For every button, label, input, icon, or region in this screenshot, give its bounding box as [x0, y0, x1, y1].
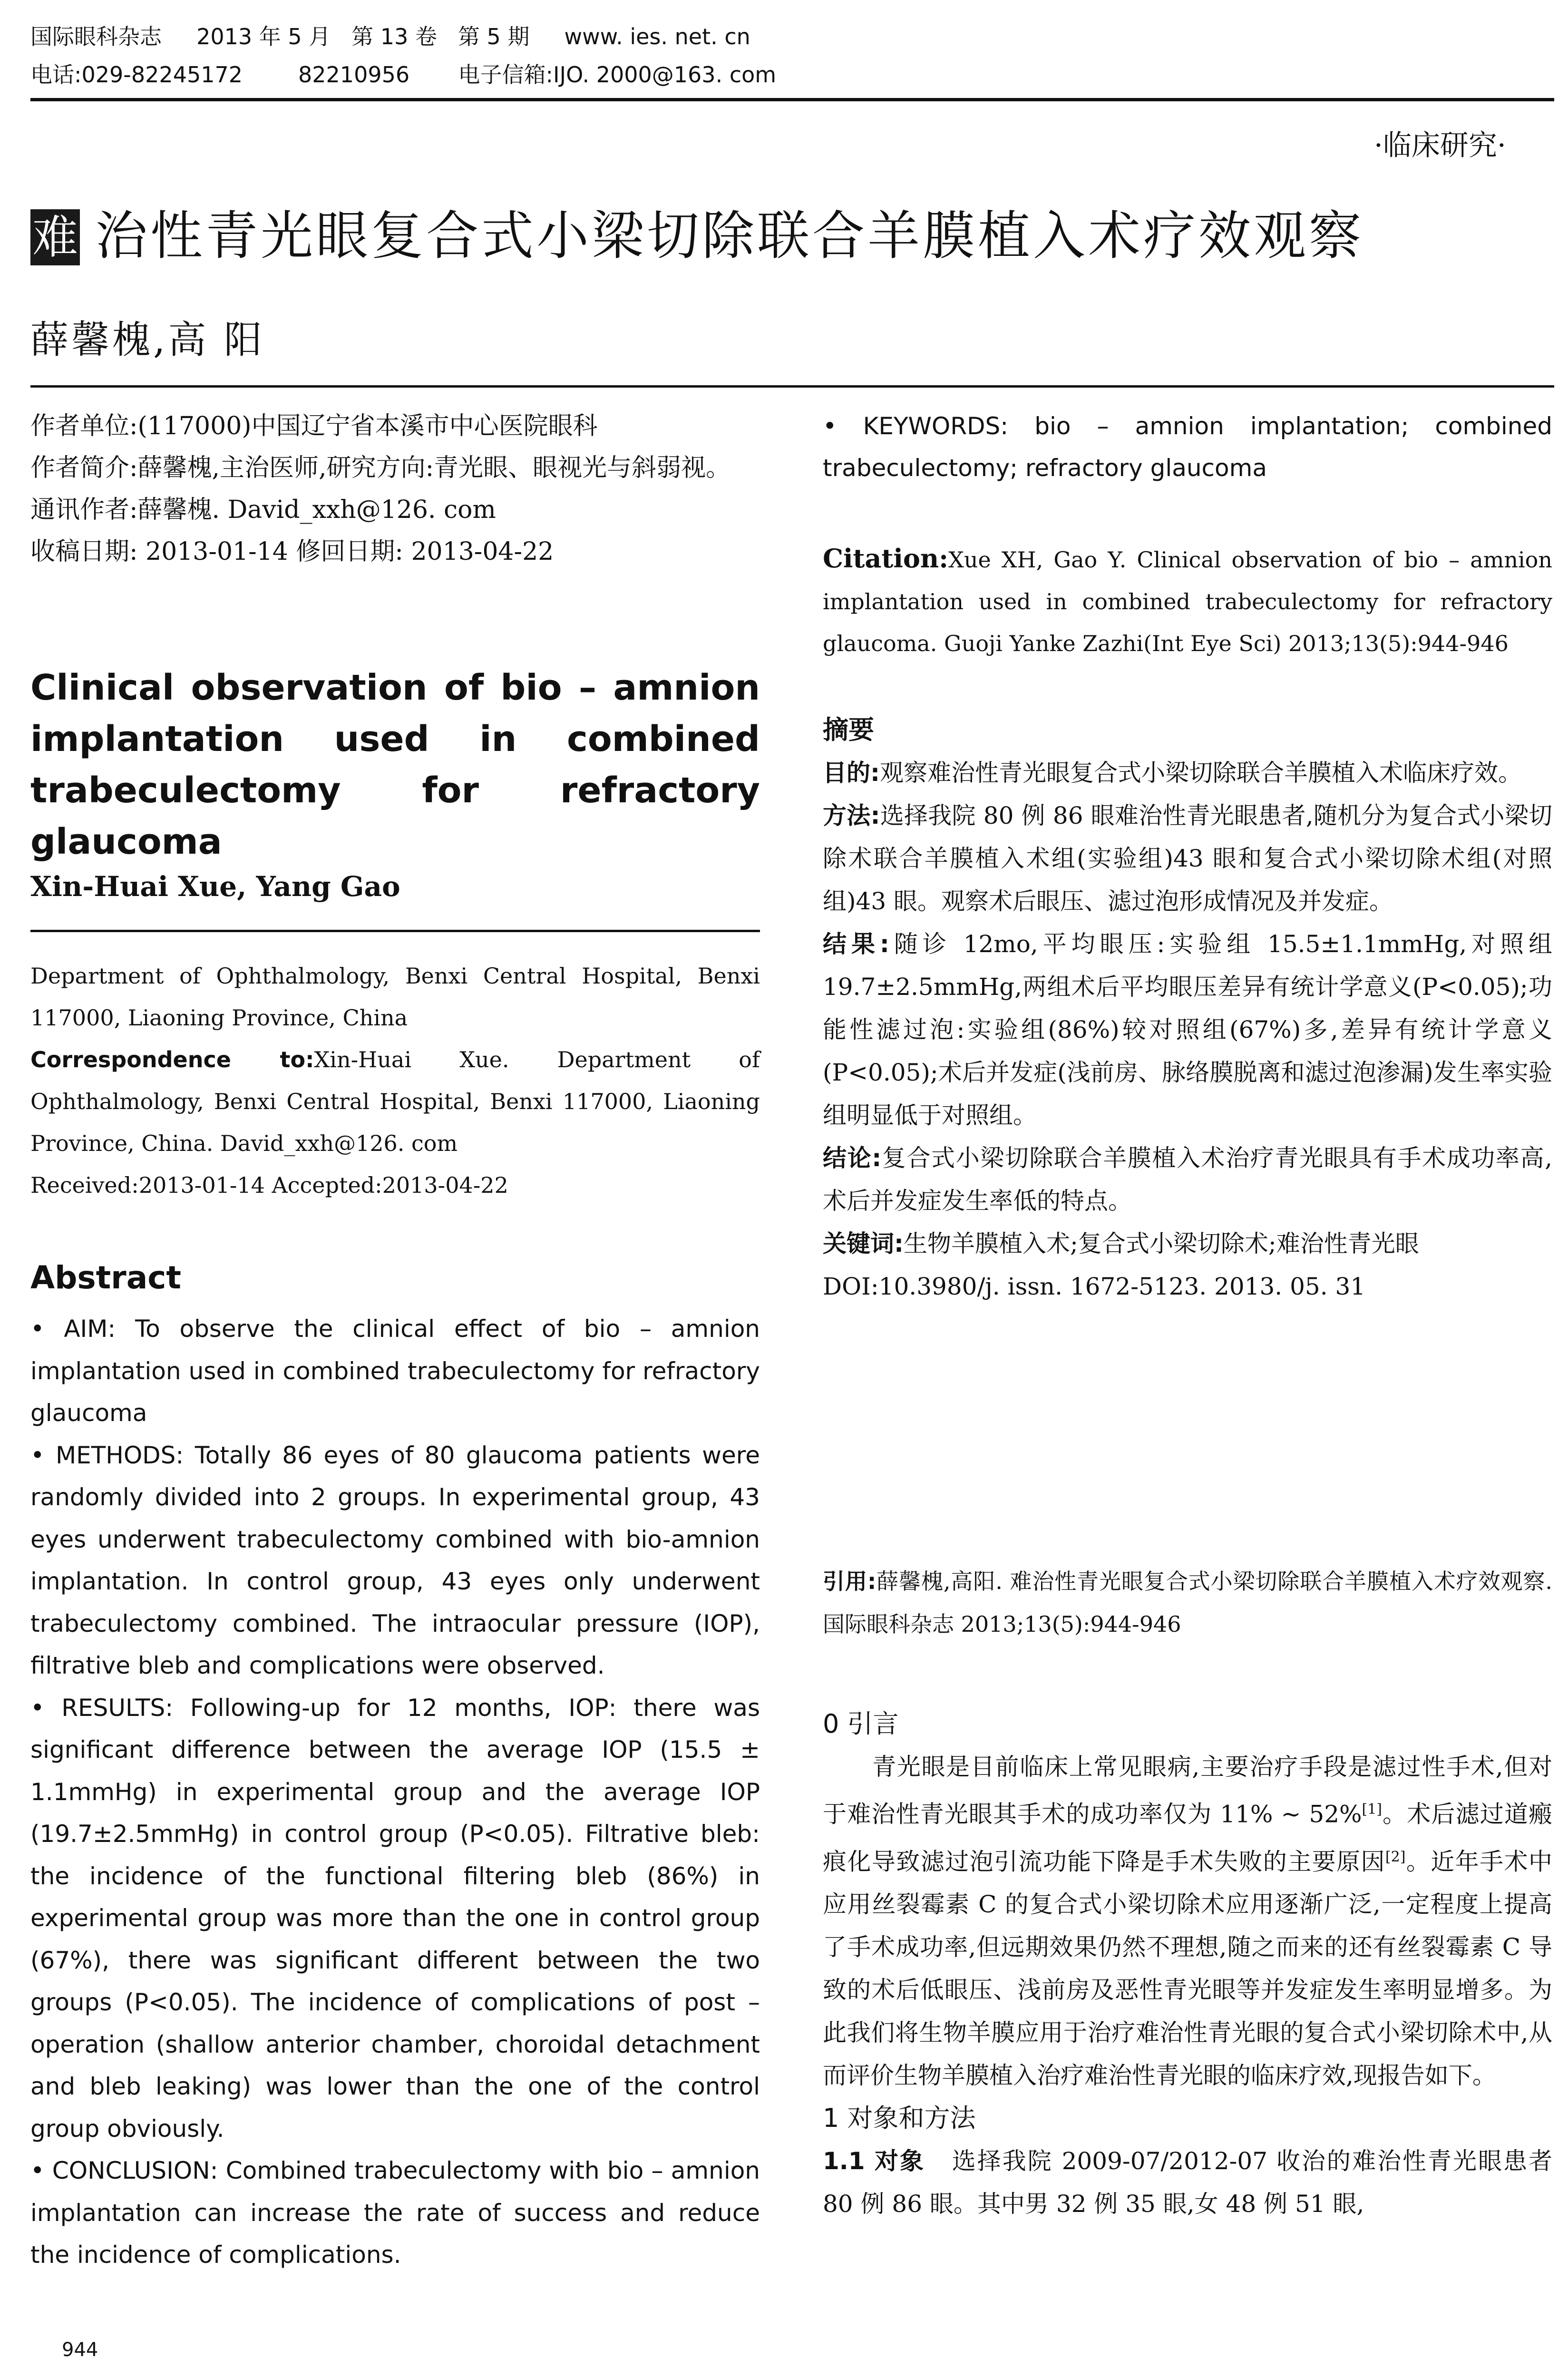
intro-heading: 0 引言 [823, 1709, 899, 1739]
intro-text-b: 。术后滤过道瘢痕化导致滤过泡引流功能下降是手术失败的主要原因 [823, 1800, 1552, 1876]
cn-keywords-label: 关键词: [823, 1230, 904, 1257]
english-title-line: Clinical observation of bio – amnion [30, 667, 760, 708]
cn-cite-label: 引用: [823, 1568, 877, 1594]
cn-conclusion-text: 复合式小梁切除联合羊膜植入术治疗青光眼具有手术成功率高,术后并发症发生率低的特点。 [823, 1144, 1552, 1215]
page-title: 治性青光眼复合式小梁切除联合羊膜植入术疗效观察 [95, 205, 1364, 266]
cn-results [823, 923, 1552, 1137]
cn-aim-label: 目的: [823, 759, 880, 787]
title-first-char-mark: 难 [30, 209, 80, 265]
section-1-heading: 1 对象和方法 [823, 2103, 976, 2133]
cn-conclusion-label: 结论: [823, 1144, 882, 1172]
affiliation-block [30, 955, 760, 1206]
section-tag: ·临床研究· [1373, 129, 1506, 162]
section-1-1 [823, 2140, 1552, 2225]
affiliation: Department of Ophthalmology, Benxi Central Hospital, Benxi 117000, Liaoning Province, China [30, 963, 760, 1031]
abstract-results: • RESULTS: Following-up for 12 months, IOP: there was significant difference between the average IOP (15.5 ± 1.1mmHg) in experimental group and the average IOP (19.7±2.5mmHg) in control group (P<0.05). Filtrative bleb: the incidence of the functional filtering bleb (86%) in experimental group was more than the one in control group (67%), there was significant different between the two groups (P<0.05). The incidence of complications of post – operation (shallow anterior chamber, choroidal detachment and bleb leaking) was lower than the one of the control group obviously. [30, 1694, 760, 2143]
cn-citation [823, 1560, 1552, 1646]
header-divider [30, 98, 1554, 101]
author-info [30, 405, 760, 573]
citation-label: Citation: [823, 543, 949, 574]
cn-conclusion [823, 1137, 1552, 1222]
english-title-line: trabeculectomy for refractory glaucoma [30, 770, 760, 862]
author-intro: 作者简介:薛馨槐,主治医师,研究方向:青光眼、眼视光与斜弱视。 [30, 454, 731, 482]
received-dates-cn: 收稿日期: 2013-01-14 修回日期: 2013-04-22 [30, 537, 554, 566]
chinese-abstract [823, 709, 1552, 1308]
cn-cite-text: 薛馨槐,高阳. 难治性青光眼复合式小梁切除联合羊膜植入术疗效观察. 国际眼科杂志 2013;13(5):944-946 [823, 1568, 1552, 1637]
english-title [30, 662, 760, 867]
journal-header-line1: 国际眼科杂志 2013 年 5 月 第 13 卷 第 5 期 www. ies. net. cn [30, 24, 750, 49]
english-abstract [30, 1308, 760, 2276]
cn-results-label: 结果: [823, 930, 889, 958]
cn-methods-label: 方法: [823, 802, 880, 829]
abstract-aim: • AIM: To observe the clinical effect of bio – amnion implantation used in combined trabeculectomy for refractory glaucoma [30, 1315, 760, 1427]
corresponding-author: 通讯作者:薛馨槐. David_xxh@126. com [30, 496, 496, 524]
cn-results-text: 随诊 12mo,平均眼压:实验组 15.5±1.1mmHg,对照组 19.7±2.5mmHg,两组术后平均眼压差异有统计学意义(P<0.05);功能性滤过泡:实验组(86%)较对照组(67%)多,差异有统计学意义(P<0.05);术后并发症(浅前房、脉络膜脱离和滤过泡渗漏)发生率实验组明显低于对照组。 [823, 930, 1552, 1129]
cn-methods-text: 选择我院 80 例 86 眼难治性青光眼患者,随机分为复合式小梁切除术联合羊膜植入术组(实验组)43 眼和复合式小梁切除术组(对照组)43 眼。观察术后眼压、滤过泡形成情况及并发症。 [823, 802, 1552, 915]
correspondence-text: Xin-Huai Xue. Department of Ophthalmology, Benxi Central Hospital, Benxi 117000, Liaoning Province, China. David_xxh@126. com [30, 1047, 760, 1156]
cn-keywords-text: 生物羊膜植入术;复合式小梁切除术;难治性青光眼 [904, 1230, 1419, 1257]
abstract-heading: Abstract [30, 1259, 181, 1296]
keywords-en: • KEYWORDS: bio – amnion implantation; combined trabeculectomy; refractory glaucoma [823, 412, 1552, 482]
english-title-line: implantation used in combined [30, 719, 760, 760]
section-1-1-label: 1.1 对象 [823, 2147, 925, 2175]
citation-en [823, 537, 1552, 664]
abstract-methods: • METHODS: Totally 86 eyes of 80 glaucoma patients were randomly divided into 2 groups. In experimental group, 43 eyes underwent trabeculectomy combined with bio-amnion implantation. In control group, 43 eyes only underwent trabeculectomy combined. The intraocular pressure (IOP), filtrative bleb and complications were observed. [30, 1441, 760, 1679]
cn-abstract-heading: 摘要 [823, 715, 874, 745]
english-authors: Xin-Huai Xue, Yang Gao [30, 870, 400, 903]
doi: DOI:10.3980/j. issn. 1672-5123. 2013. 05. 31 [823, 1273, 1366, 1300]
intro-paragraph [823, 1745, 1552, 2097]
citation-text: Xue XH, Gao Y. Clinical observation of bio – amnion implantation used in combined trabeculectomy for refractory glaucoma. Guoji Yanke Zazhi(Int Eye Sci) 2013;13(5):944-946 [823, 547, 1552, 656]
authors-cn: 薛馨槐,高 阳 [30, 318, 265, 362]
ref-2: [2] [1385, 1848, 1406, 1865]
author-unit: 作者单位:(117000)中国辽宁省本溪市中心医院眼科 [30, 412, 598, 440]
cn-aim-text: 观察难治性青光眼复合式小梁切除联合羊膜植入术临床疗效。 [880, 759, 1522, 787]
cn-keywords [823, 1222, 1552, 1265]
correspondence [30, 1039, 760, 1164]
page-number: 944 [62, 2339, 98, 2361]
journal-header-line2: 电话:029-82245172 82210956 电子信箱:IJO. 2000@163. com [30, 62, 777, 88]
cn-methods [823, 794, 1552, 923]
ref-1: [1] [1362, 1801, 1383, 1818]
title-divider [30, 385, 1554, 388]
received-accepted: Received:2013-01-14 Accepted:2013-04-22 [30, 1172, 508, 1198]
correspondence-label: Correspondence to: [30, 1047, 314, 1072]
intro-text-a: 青光眼是目前临床上常见眼病,主要治疗手段是滤过性手术,但对于难治性青光眼其手术的成功率仅为 11% ~ 52% [823, 1753, 1552, 1828]
intro-text-c: 。近年手术中应用丝裂霉素 C 的复合式小梁切除术应用逐渐广泛,一定程度上提高了手术成功率,但远期效果仍然不理想,随之而来的还有丝裂霉素 C 导致的术后低眼压、浅前房及恶性青光眼等并发症发生率明显增多。为此我们将生物羊膜应用于治疗难治性青光眼的复合式小梁切除术中,从而评价生物羊膜植入治疗难治性青光眼的临床疗效,现报告如下。 [823, 1848, 1553, 2090]
introduction [823, 1703, 1552, 2225]
abstract-conclusion: • CONCLUSION: Combined trabeculectomy with bio – amnion implantation can increase the rate of success and reduce the incidence of complications. [30, 2157, 760, 2269]
cn-aim [823, 751, 1552, 794]
section-1-1-text: 选择我院 2009-07/2012-07 收治的难治性青光眼患者 80 例 86 眼。其中男 32 例 35 眼,女 48 例 51 眼, [823, 2147, 1552, 2218]
authors-divider [30, 930, 760, 932]
